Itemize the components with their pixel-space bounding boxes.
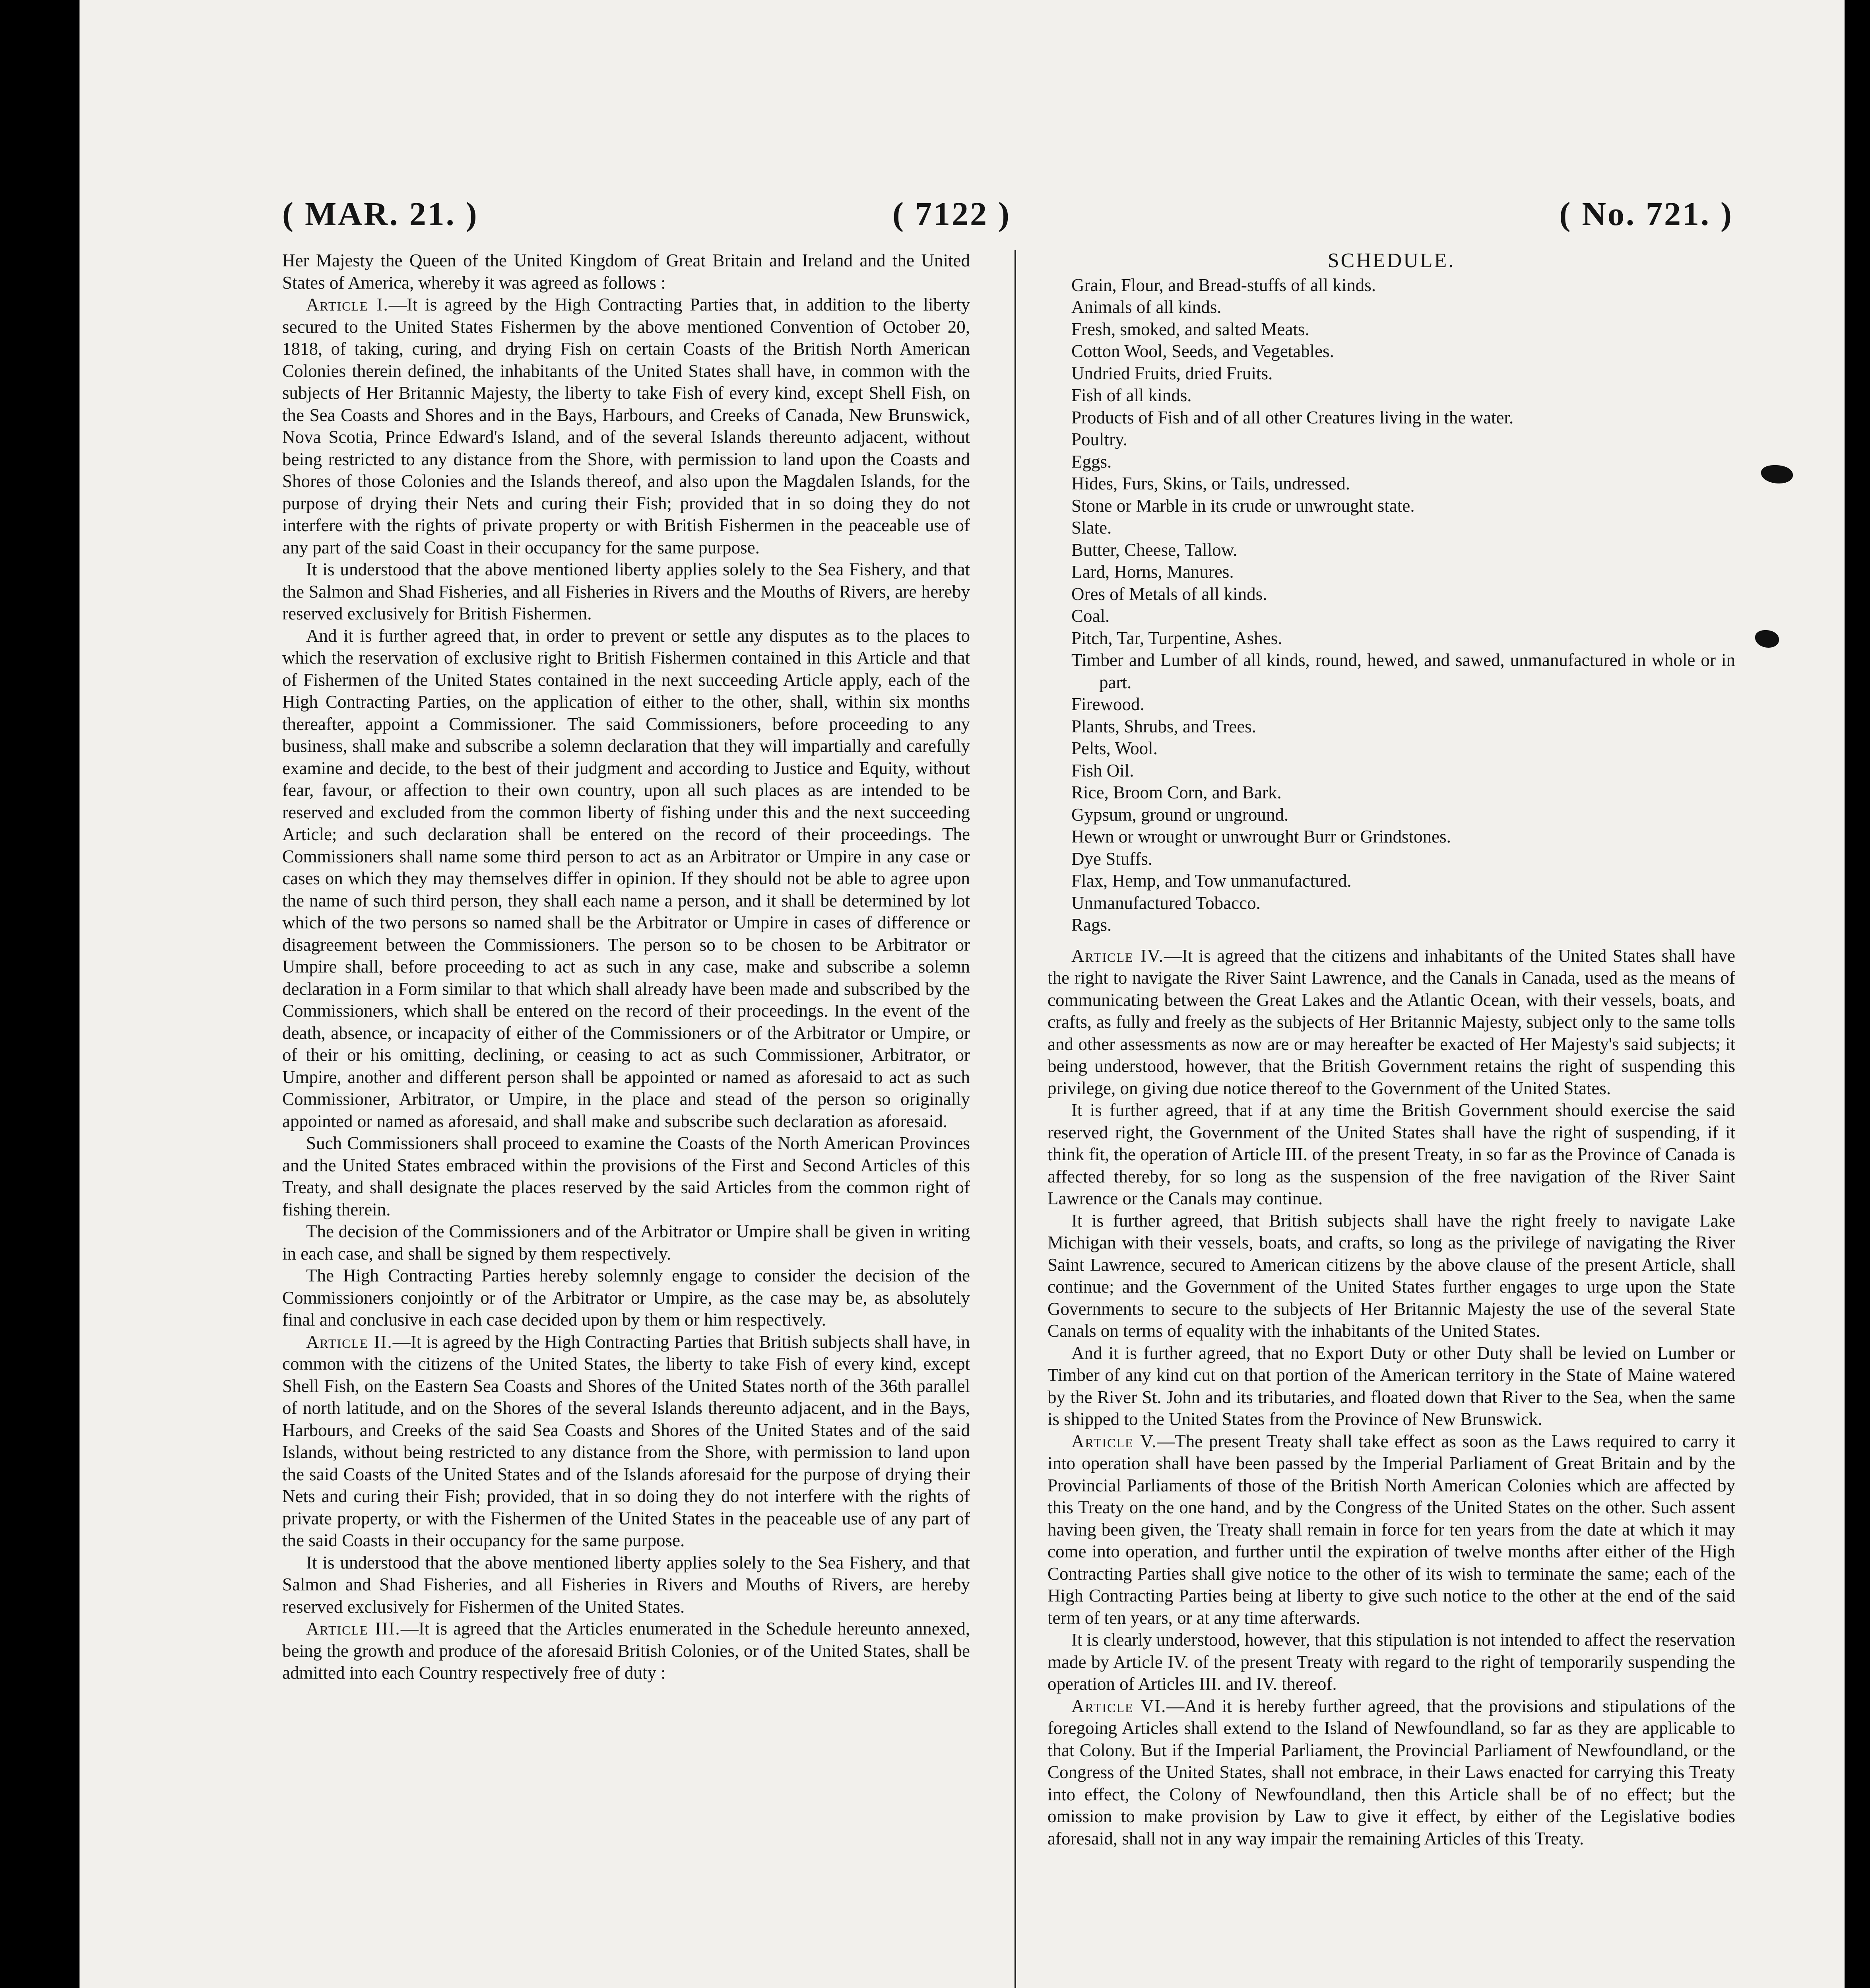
article-1 — [282, 294, 970, 559]
schedule-item: Undried Fruits, dried Fruits. — [1071, 363, 1273, 383]
schedule-item: Products of Fish and of all other Creatures living in the water. — [1071, 407, 1514, 427]
article-1-text: —It is agreed by the High Contracting Parties that, in addition to the liberty secured to the United States Fishermen by the above mentioned Convention of October 20, 1818, of taking, curing, and drying Fish on certain Coasts of the British North American Colonies therein defined, the inhabitants of the United States shall have, in common with the subjects of Her Britannic Majesty, the liberty to take Fish of every kind, except Shell Fish, on the Sea Coasts and Shores and in the Bays, Harbours, and Creeks of Canada, New Brunswick, Nova Scotia, Prince Edward's Island, and of the several Islands thereunto adjacent, without being restricted to any distance from the Shore, with permission to land upon the Coasts and Shores of those Colonies and the Islands thereof, and also upon the Magdalen Islands, for the purpose of drying their Nets and curing their Fish; provided that in so doing they do not interfere with the rights of private property or with British Fishermen in the peaceable use of any part of the said Coast in their occupancy for the same purpose. — [282, 295, 970, 557]
schedule-item: Grain, Flour, and Bread-stuffs of all kinds. — [1071, 275, 1376, 295]
left-column — [282, 250, 970, 1684]
para-michigan: It is further agreed, that British subjects shall have the right freely to navigate Lake Michigan with their vessels, boats, and crafts, so long as the privilege of navigating the River Saint Lawrence, secured to American citizens by the above clause of the present Article, shall continue; and the Government of the United States further engages to urge upon the State Governments to secure to the subjects of Her Britannic Majesty the use of the several State Canals on terms of equality with the inhabitants of the United States. — [1048, 1210, 1735, 1341]
article-4 — [1048, 945, 1735, 1100]
para-examine: Such Commissioners shall proceed to examine the Coasts of the North American Provinces and the United States embraced within the provisions of the First and Second Articles of this Treaty, and shall designate the places reserved by the said Articles from the common right of fishing therein. — [282, 1133, 970, 1219]
article-2-text: —It is agreed by the High Contracting Parties that British subjects shall have, in common with the citizens of the United States, the liberty to take Fish of every kind, except Shell Fish, on the Eastern Sea Coasts and Shores of the United States north of the 36th parallel of north latitude, and on the Shores of the several Islands thereunto adjacent, and in the Bays, Harbours, and Creeks of the said Sea Coasts and Shores of the United States and of the said Islands, without being restricted to any distance from the Shore, with permission to land upon the said Coasts of the United States and of the Islands aforesaid for the purpose of drying their Nets and curing their Fish; provided, that in so doing they do not interfere with the rights of private property, or with the Fishermen of the United States in the peaceable use of any part of the said Coasts in their occupancy for the same purpose. — [282, 1332, 970, 1550]
header-page-number: ( 7122 ) — [892, 196, 1011, 233]
preamble: Her Majesty the Queen of the United Kingdom of Great Britain and Ireland and the United States of America, whereby it was agreed as follows : — [282, 250, 970, 293]
schedule-item: Stone or Marble in its crude or unwrought state. — [1071, 495, 1415, 516]
header-date: ( MAR. 21. ) — [282, 196, 479, 233]
schedule-item: Poultry. — [1071, 429, 1127, 449]
article-6-label: Article VI. — [1071, 1696, 1167, 1716]
schedule-item: Fish Oil. — [1071, 760, 1134, 780]
schedule-item: Rags. — [1071, 915, 1112, 935]
schedule-item: Flax, Hemp, and Tow unmanufactured. — [1071, 871, 1352, 891]
article-4-text: —It is agreed that the citizens and inhabitants of the United States shall have the right to navigate the River Saint Lawrence, and the Canals in Canada, used as the means of communicating between the Great Lakes and the Atlantic Ocean, with their vessels, boats, and crafts, as fully and freely as the subjects of Her Britannic Majesty, subject only to the same tolls and other assessments as now are or may hereafter be exacted of Her Majesty's said subjects; it being understood, however, that the British Government retains the right of suspending this privilege, on giving due notice thereof to the Government of the United States. — [1048, 945, 1736, 1098]
schedule-item: Timber and Lumber of all kinds, round, hewed, and sawed, unmanufactured in whole or in part. — [1071, 650, 1735, 692]
schedule-item: Eggs. — [1071, 451, 1112, 472]
page-header — [282, 195, 1733, 231]
article-1-label: Article I. — [306, 295, 389, 315]
schedule-item: Cotton Wool, Seeds, and Vegetables. — [1071, 341, 1334, 361]
schedule-item: Pelts, Wool. — [1071, 738, 1158, 758]
article-5 — [1048, 1431, 1735, 1629]
para-decision: The decision of the Commissioners and of the Arbitrator or Umpire shall be given in writing in each case, and shall be signed by them respectively. — [282, 1221, 970, 1264]
gazette-page — [282, 171, 1801, 1988]
schedule-item: Unmanufactured Tobacco. — [1071, 893, 1261, 913]
schedule-item: Hides, Furs, Skins, or Tails, undressed. — [1071, 474, 1350, 493]
column-divider — [1015, 250, 1016, 1988]
schedule-item: Coal. — [1071, 606, 1110, 626]
schedule-item: Pitch, Tar, Turpentine, Ashes. — [1071, 628, 1282, 648]
article-6-text: —And it is hereby further agreed, that the provisions and stipulations of the foregoing Articles shall extend to the Island of Newfoundland, so far as they are applicable to that Colony. But if the Imperial Parliament, the Provincial Parliament of Newfoundland, or the Congress of the United States, shall not embrace, in their Laws enacted for carrying this Treaty into effect, the Colony of Newfoundland, then this Article shall be of no effect; but the omission to make provision by Law to give it effect, by either of the Legislative bodies aforesaid, shall not in any way impair the remaining Articles of this Treaty. — [1048, 1696, 1736, 1848]
schedule-item: Butter, Cheese, Tallow. — [1071, 540, 1238, 560]
schedule-item: Hewn or wrought or unwrought Burr or Grindstones. — [1071, 827, 1451, 846]
schedule-item: Gypsum, ground or unground. — [1071, 804, 1289, 825]
para-sea-fishery: It is understood that the above mentioned liberty applies solely to the Sea Fishery, and that the Salmon and Shad Fisheries, and all Fisheries in Rivers and the Mouths of Rivers, are hereby reserved exclusively for British Fishermen. — [282, 559, 970, 623]
schedule-list — [1048, 274, 1735, 936]
schedule-item: Firewood. — [1071, 694, 1145, 714]
article-5-label: Article V. — [1071, 1431, 1157, 1451]
schedule-item: Plants, Shrubs, and Trees. — [1071, 716, 1257, 736]
header-issue-number: ( No. 721. ) — [1559, 196, 1733, 233]
schedule-item: Dye Stuffs. — [1071, 848, 1153, 869]
schedule-title: SCHEDULE. — [1327, 249, 1455, 272]
page-sheet — [80, 0, 1845, 1988]
article-4-label: Article IV. — [1071, 945, 1164, 966]
article-3-text: —It is agreed that the Articles enumerated in the Schedule hereunto annexed, being the growth and produce of the aforesaid British Colonies, or of the United States, shall be admitted into each Country respectively free of duty : — [282, 1619, 970, 1683]
schedule-item: Slate. — [1071, 518, 1112, 538]
schedule-item: Lard, Horns, Manures. — [1071, 562, 1234, 582]
article-5-text: —The present Treaty shall take effect as soon as the Laws required to carry it into operation shall have been passed by the Imperial Parliament of Great Britain and by the Provincial Parliaments of those of the British North American Colonies which are affected by this Treaty on the one hand, and by the Congress of the United States on the other. Such assent having been given, the Treaty shall remain in force for ten years from the date at which it may come into operation, and further until the expiration of twelve months after either of the High Contracting Parties shall give notice to the other of its wish to terminate the same; each of the High Contracting Parties being at liberty to give such notice to the other at the end of the said term of ten years, or at any time afterwards. — [1048, 1431, 1735, 1628]
article-3-label: Article III. — [306, 1619, 401, 1639]
para-commissioners: And it is further agreed that, in order to prevent or settle any disputes as to the places to which the reservation of exclusive right to British Fishermen contained in this Article and that of Fishermen of the United States contained in the next succeeding Article apply, each of the High Contracting Parties, on the application of either to the other, shall, within six months thereafter, appoint a Commissioner. The said Commissioners, before proceeding to any business, shall make and subscribe a solemn declaration that they will impartially and carefully examine and decide, to the best of their judgment and according to Justice and Equity, without fear, favour, or affection to their own country, upon all such places as are intended to be reserved and excluded from the common liberty of fishing under this and the next succeeding Article; and such declaration shall be entered on the record of their proceedings. The Commissioners shall name some third person to act as an Arbitrator or Umpire in any case or cases on which they may themselves differ in opinion. If they should not be able to agree upon the name of such third person, they shall each name a person, and it shall be determined by lot which of the two persons so named shall be the Arbitrator or Umpire in cases of difference or disagreement between the Commissioners. The person so to be chosen to be Arbitrator or Umpire shall, before proceeding to act as such in any case, make and subscribe a solemn declaration in a Form similar to that which shall already have been made and subscribed by the Commissioners, which shall be entered on the record of their proceedings. In the event of the death, absence, or incapacity of either of the Commissioners or of the Arbitrator or Umpire, or of their or his omitting, declining, or ceasing to act as such Commissioner, Arbitrator, or Umpire, another and different person shall be appointed or named as aforesaid to act as such Commissioner, Arbitrator, or Umpire, in the place and stead of the person so originally appointed or named as aforesaid, and shall make and subscribe such declaration as aforesaid. — [282, 625, 970, 1131]
article-3 — [282, 1618, 970, 1684]
para-sea-fishery-us: It is understood that the above mentioned liberty applies solely to the Sea Fishery, and that Salmon and Shad Fisheries, and all Fisheries in Rivers and Mouths of Rivers, are hereby reserved exclusively for Fishermen of the United States. — [282, 1552, 970, 1617]
schedule-item: Rice, Broom Corn, and Bark. — [1071, 782, 1282, 802]
schedule-item: Animals of all kinds. — [1071, 297, 1222, 317]
article-6 — [1048, 1695, 1735, 1850]
para-suspend: It is further agreed, that if at any time the British Government should exercise the said reserved right, the Government of the United States shall have the right of suspending, if it think fit, the operation of Article III. of the present Treaty, in so far as the Province of Canada is affected thereby, for so long as the suspension of the free navigation of the River Saint Lawrence or the Canals may continue. — [1048, 1100, 1735, 1208]
article-2-label: Article II. — [306, 1332, 393, 1352]
schedule-item: Fish of all kinds. — [1071, 385, 1192, 405]
para-export: And it is further agreed, that no Export Duty or other Duty shall be levied on Lumber or Timber of any kind cut on that portion of the American territory in the State of Maine watered by the River St. John and its tributaries, and floated down that River to the Sea, when the same is shipped to the United States from the Province of New Brunswick. — [1048, 1343, 1735, 1429]
right-column — [1048, 250, 1735, 1850]
schedule-item: Ores of Metals of all kinds. — [1071, 584, 1267, 604]
para-engage: The High Contracting Parties hereby solemnly engage to consider the decision of the Commissioners conjointly or of the Arbitrator or Umpire, as the case may be, as absolutely final and conclusive in each case decided upon by them or him respectively. — [282, 1266, 970, 1330]
article-2 — [282, 1331, 970, 1552]
schedule-item: Fresh, smoked, and salted Meats. — [1071, 319, 1309, 339]
para-stipulation: It is clearly understood, however, that this stipulation is not intended to affect the reservation made by Article IV. of the present Treaty with regard to the right of temporarily suspending the operation of Articles III. and IV. thereof. — [1048, 1630, 1735, 1694]
